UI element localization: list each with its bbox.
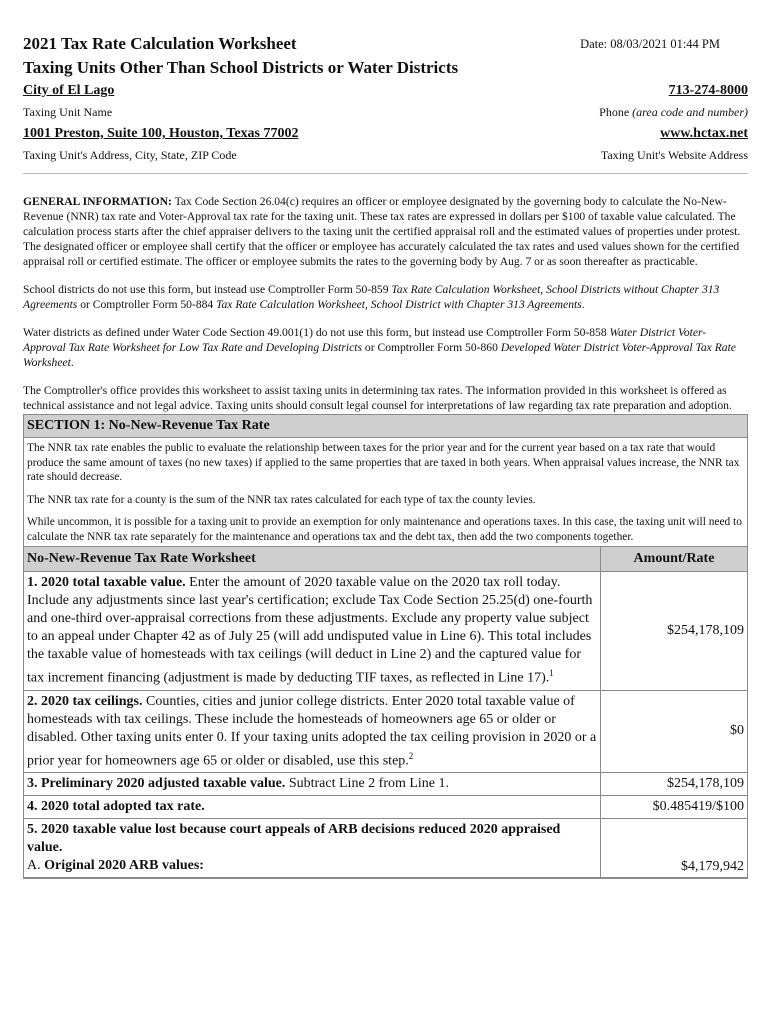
table-row [24, 796, 747, 819]
column-header-amount: Amount/Rate [601, 547, 748, 572]
table-row [24, 819, 747, 878]
taxing-unit-name: City of El Lago [23, 83, 115, 98]
comptroller-note: The Comptroller's office provides this worksheet to assist taxing units in determining tax rates. The information provided in this worksheet is offered as technical assistance and not legal advice. Taxing units should consult legal counsel for interpretations of law regarding tax rate preparation and adoption. [23, 384, 732, 412]
worksheet-page [23, 32, 748, 879]
section-1-paragraph: The NNR tax rate for a county is the sum of the NNR tax rates calculated for each type of tax the county levies. [27, 493, 536, 506]
line-1-description: 1. 2020 total taxable value. Enter the amount of 2020 taxable value on the 2020 tax roll today. Include any adjustments since last year's certification; exclude Tax Code Section 25.25(d) one-fourth and one-third over-appraisal corrections from these adjustments. Exclude any property value subject to an appeal under Chapter 42 as of July 25 (will add undisputed value in Line 6). This total includes the taxable value of homesteads with tax ceilings (will deduct in Line 2) and the captured value for tax increment financing (adjustment is made by deducting TIF taxes, as reflected in Line 17).$^1$ [24, 572, 601, 691]
line-5-description: 5. 2020 taxable value lost because court appeals of ARB decisions reduced 2020 appraised value. A. Original 2020 ARB values: [24, 819, 601, 878]
line-1-amount: $254,178,109 [601, 572, 748, 691]
unit-name-caption-row [23, 105, 748, 120]
table-row [24, 572, 747, 691]
form-title: 2021 Tax Rate Calculation Worksheet [23, 34, 297, 53]
phone-number: 713-274-8000 [668, 83, 748, 98]
table-header-row [24, 547, 747, 572]
taxing-unit-address: 1001 Preston, Suite 100, Houston, Texas 77002 [23, 126, 299, 141]
line-5a-amount: $4,179,942 [601, 819, 748, 878]
address-row [23, 126, 748, 142]
line-4-amount: $0.485419/$100 [601, 796, 748, 819]
unit-name-row [23, 83, 748, 99]
phone-label: Phone (area code and number) [599, 105, 748, 119]
section-1 [23, 414, 748, 879]
column-header-worksheet: No-New-Revenue Tax Rate Worksheet [24, 547, 601, 572]
website-label: Taxing Unit's Website Address [600, 148, 748, 162]
line-2-description: 2. 2020 tax ceilings. Counties, cities and junior college districts. Enter 2020 total taxable value of homesteads with tax ceilings. These include the homesteads of homeowners age 65 or older or disabled. Other taxing units enter 0. If your taxing units adopted the tax ceiling provision in 2020 or a prior year for homeowners age 65 or older or disabled, use this step.$^2$ [24, 690, 601, 773]
line-3-amount: $254,178,109 [601, 773, 748, 796]
section-1-title: SECTION 1: No-New-Revenue Tax Rate [24, 415, 747, 438]
table-row [24, 773, 747, 796]
address-label: Taxing Unit's Address, City, State, ZIP Code [23, 148, 237, 162]
line-4-description: 4. 2020 total adopted tax rate. [24, 796, 601, 819]
form-subtitle: Taxing Units Other Than School Districts or Water Districts [23, 58, 459, 77]
address-caption-row [23, 148, 748, 163]
line-3-description: 3. Preliminary 2020 adjusted taxable value. Subtract Line 2 from Line 1. [24, 773, 601, 796]
table-row [24, 690, 747, 773]
general-information: GENERAL INFORMATION: Tax Code Section 26.04(c) requires an officer or employee designated by the governing body to calculate the No-New-Revenue (NNR) tax rate and Voter-Approval tax rate for the taxing unit. These tax rates are expressed in dollars per $100 of taxable value calculated. The calculation process starts after the chief appraiser delivers to the taxing unit the certified appraisal roll and the estimated values of properties under protest. The designated officer or employee shall certify that the officer or employee has accurately calculated the tax rates and used values shown for the certified appraisal roll or certified estimate. The officer or employee submits the rates to the governing body by Aug. 7 or as soon thereafter as practicable. [23, 195, 741, 268]
taxing-unit-name-label: Taxing Unit Name [23, 105, 113, 119]
nnr-worksheet-table [24, 546, 747, 878]
header-top [23, 32, 748, 80]
section-1-paragraph: While uncommon, it is possible for a taxing unit to provide an exemption for only maintenance and operations taxes. In this case, the taxing unit will need to calculate the NNR tax rate separately for the maintenance and operations tax and the debt tax, then add the two components together. [27, 516, 742, 543]
form-date: Date: 08/03/2021 01:44 PM [580, 37, 720, 51]
section-1-intro [24, 438, 747, 546]
website-address: www.hctax.net [660, 126, 748, 141]
header-divider [23, 173, 748, 174]
section-1-paragraph: The NNR tax rate enables the public to evaluate the relationship between taxes for the prior year and for the current year based on a tax rate that would produce the same amount of taxes (no new taxes) if applied to the same properties that are taxed in both years. When appraisal values increase, the NNR tax rate should decrease. [27, 442, 740, 483]
line-2-amount: $0 [601, 690, 748, 773]
school-districts-note: School districts do not use this form, but instead use Comptroller Form 50-859 Tax Rate Calculation Worksheet, School Districts without Chapter 313 Agreements or Comptroller Form 50-884 Tax Rate Calculation Worksheet, School District with Chapter 313 Agreements. [23, 283, 720, 311]
water-districts-note: Water districts as defined under Water Code Section 49.001(1) do not use this form, but instead use Comptroller Form 50-858 Water District Voter-Approval Tax Rate Worksheet for Low Tax Rate and Developing Districts or Comptroller Form 50-860 Developed Water District Voter-Approval Tax Rate Worksheet. [23, 326, 736, 369]
